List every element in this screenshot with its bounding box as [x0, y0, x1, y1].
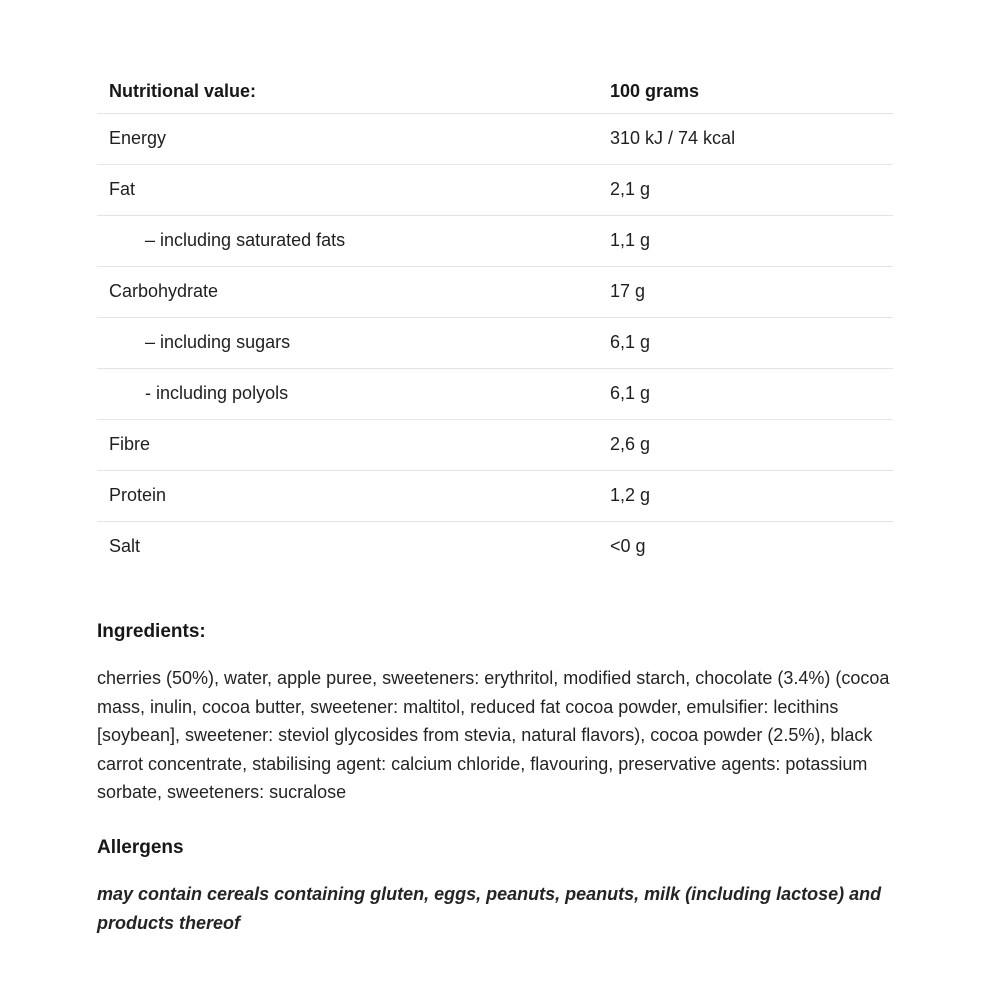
- ingredients-text: cherries (50%), water, apple puree, sweeteners: erythritol, modified starch, chocolate (3.4%) (cocoa mass, inulin, cocoa butter, sweetener: maltitol, reduced fat cocoa powder, emulsifier: lecithins [soybean], sweetener: steviol glycosides from stevia, natural flavors), cocoa powder (2.5%), black carrot concentrate, stabilising agent: calcium chloride, flavouring, preservative agents: potassium sorbate, sweeteners: sucralose: [97, 668, 890, 802]
- row-label-sugars: – including sugars: [97, 317, 610, 368]
- table-row: [97, 164, 893, 215]
- table-row: [97, 317, 893, 368]
- row-value-fat: 2,1 g: [610, 164, 893, 215]
- row-value-fibre: 2,6 g: [610, 419, 893, 470]
- row-label-protein: Protein: [97, 470, 610, 521]
- row-value-polyols: 6,1 g: [610, 368, 893, 419]
- row-value-salt: <0 g: [610, 536, 646, 557]
- row-value-protein: 1,2 g: [610, 470, 893, 521]
- row-label-polyols: - including polyols: [97, 368, 610, 419]
- table-header-value: 100 grams: [610, 74, 893, 113]
- nutrition-table: [97, 74, 893, 572]
- row-label-salt: Salt: [109, 536, 141, 557]
- table-row: [97, 266, 893, 317]
- row-label-saturated-fats: – including saturated fats: [97, 215, 610, 266]
- allergens-heading: Allergens: [97, 836, 184, 858]
- row-label-fat: Fat: [97, 164, 610, 215]
- table-row: [97, 419, 893, 470]
- row-label-energy: Energy: [97, 113, 610, 164]
- row-value-sugars: 6,1 g: [610, 317, 893, 368]
- table-row: [97, 470, 893, 521]
- row-label-fibre: Fibre: [97, 419, 610, 470]
- table-header-row: [97, 74, 893, 113]
- table-row: [97, 368, 893, 419]
- nutrition-info-section: [97, 0, 893, 938]
- row-value-energy: 310 kJ / 74 kcal: [610, 113, 893, 164]
- row-label-carbohydrate: Carbohydrate: [97, 266, 610, 317]
- allergens-text: may contain cereals containing gluten, eggs, peanuts, peanuts, milk (including lactose) and products thereof: [97, 883, 882, 933]
- table-row: [97, 215, 893, 266]
- row-value-carbohydrate: 17 g: [610, 266, 893, 317]
- ingredients-heading: Ingredients:: [97, 621, 206, 642]
- table-row: [97, 113, 893, 164]
- table-row: [97, 521, 893, 572]
- row-value-saturated-fats: 1,1 g: [610, 215, 893, 266]
- table-header-label: Nutritional value:: [97, 74, 610, 113]
